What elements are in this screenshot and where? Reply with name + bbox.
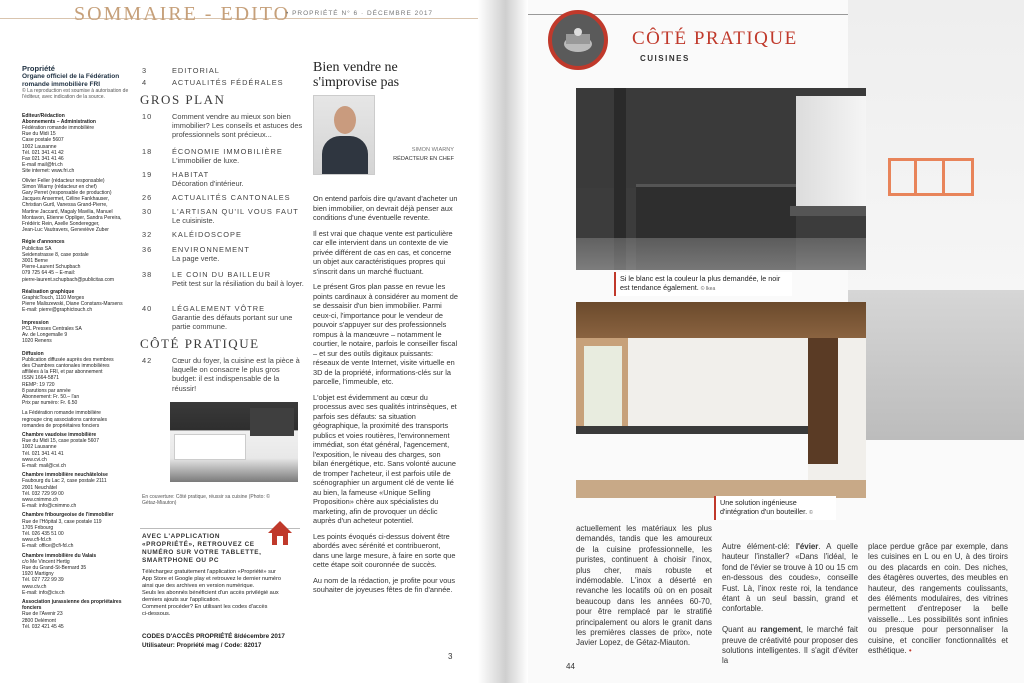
chamber-line: E-mail: info@civ.ch — [22, 589, 65, 596]
fri-note-line: La Fédération romande immobilière — [22, 410, 101, 417]
toc-subtitle: Garantie des défauts portant sur une partie commune. — [172, 313, 293, 332]
orange-shelf-divider — [914, 158, 917, 196]
print-head: Impression — [22, 319, 49, 326]
cover-photo — [170, 402, 298, 482]
graphic-lines — [22, 295, 130, 314]
orange-shelf — [888, 158, 974, 196]
ads-line: pierre-laurent.schupbach@publicitas.com — [22, 276, 115, 283]
colophon-subtitle: Organe officiel de la Fédération romande immobilière FRI — [22, 73, 120, 88]
fri-note-line: regroupe cinq associations cantonales — [22, 416, 108, 423]
issue-label: • PROPRIÉTÉ N° 6 · DÉCEMBRE 2017 — [286, 10, 434, 17]
staff-line: Christian Gurtl, Vanessa Grand-Pierre, — [22, 202, 108, 209]
toc-number: 36 — [142, 245, 153, 254]
binding-gutter — [478, 0, 528, 683]
photo-worktop — [576, 426, 808, 434]
staff-line: Frédéric Rein, Axelle Sonderegger, — [22, 221, 100, 228]
edito-title: Bien vendre ne s'improvise pas — [313, 60, 400, 90]
app-codes-1: CODES D'ACCÈS PROPRIÉTÉ 8/décembre 2017 — [142, 633, 285, 640]
ads-line: Seidenstrasse 8, case postale — [22, 251, 89, 258]
diffusion-line: ISSN 1664-5871 — [22, 375, 59, 382]
app-text-line: derniers ajouts sur l'application. — [142, 597, 221, 603]
editor-line: E-mail mail@fri.ch — [22, 162, 63, 169]
author-name: SIMON WIARNY — [411, 147, 454, 153]
toc-title: L'ARTISAN QU'IL VOUS FAUT — [172, 207, 299, 216]
app-text-line: Comment procéder? En utilisant les codes d'accès — [142, 604, 268, 610]
caption-1-text: Si le blanc est la couleur la plus demandée, le noir est tendance également. — [620, 274, 781, 292]
staff-line: Gary Perret (responsable de production) — [22, 190, 112, 197]
colophon-note: © La reproduction est soumise à autorisation de l'éditeur, avec indication de la source. — [22, 88, 129, 101]
graphic-head: Réalisation graphique — [22, 288, 75, 295]
col2-text-c: . A quelle hauteur l'installer? «Dans l'idéal, le fond de l'évier se trouve à 10 ou 15 cm en-dessous des coudes», conseille Fust. Là, l'inox reste roi, la tendance étant à un seul bassin, grand et confortable. — [722, 542, 858, 614]
toc-text: Cœur du foyer, la cuisine est la pièce à laquelle on consacre le plus gros budget: il est indispensable de la réussir! — [172, 356, 300, 393]
chamber-line: 1705 Fribourg — [22, 524, 54, 531]
app-box — [140, 528, 300, 667]
print-line: 1020 Renens — [22, 338, 52, 345]
chamber-line: 1920 Martigny — [22, 571, 54, 578]
photo-window — [796, 96, 866, 206]
chamber-name: Chambre immobilière neuchâteloise — [22, 472, 108, 479]
toc-title: KALÉIDOSCOPE — [172, 230, 242, 239]
toc-title: ENVIRONNEMENT — [172, 245, 250, 254]
editor-line: 1002 Lausanne — [22, 143, 57, 150]
chamber-name: Chambre immobilière du Valais — [22, 552, 97, 559]
staff-line: Jean-Luc Vautravers, Geneviève Zuber — [22, 227, 109, 234]
editor-line: Case postale 5607 — [22, 137, 64, 144]
toc-number: 26 — [142, 193, 153, 202]
edito-paragraph: On entend parfois dire qu'avant d'acheter un bien immobilier, on devrait déjà penser aux conditions d'une éventuelle revente. — [313, 194, 458, 222]
app-text-line: ainsi que des archives en version numérique. — [142, 583, 255, 589]
app-title: AVEC L'APPLICATION «PROPRIÉTÉ», RETROUVEZ CE NUMÉRO SUR VOTRE TABLETTE, SMARTPHONE OU PC — [142, 533, 262, 564]
chamber-line: Tél. 032 421 45 45 — [22, 623, 64, 630]
diffusion-line: affiliées à la FRI, et par abonnement — [22, 369, 103, 376]
toc-number: 18 — [142, 147, 153, 156]
kitchen-icon — [548, 10, 608, 70]
chamber-line: Rue du Grand-St-Bernard 35 — [22, 565, 87, 571]
app-text-line: Seuls les abonnés bénéficient d'un accès privilégié aux — [142, 590, 279, 596]
edito-paragraph: Il est vrai que chaque vente est particulière car elle intervient dans un contexte de vie privée différent de cas en cas, et concerne un objet aux caractéristiques propres qui s'inscrit dans un marché fluctuant. — [313, 228, 453, 276]
section-title: SOMMAIRE - EDITO — [74, 3, 291, 25]
editor-line: Site internet: www.fri.ch — [22, 168, 75, 175]
toc-number: 10 — [142, 112, 153, 121]
diffusion-line: 8 parutions par année — [22, 387, 71, 394]
author-photo — [313, 95, 375, 175]
editor-head-2: Abonnements – Administration — [22, 118, 96, 125]
author-role: RÉDACTEUR EN CHEF — [393, 156, 454, 162]
toc-entry — [172, 112, 304, 140]
photo-island — [174, 434, 246, 460]
toc-entry — [172, 207, 304, 225]
edito-paragraph: L'objet est évidemment au cœur du processus avec ses qualités intrinsèques, et parfois ses défauts: sa situation géographique, la proximité des transports publics et voies routières, l'environnement immédiat, son état général, l'agencement, l'exposition, le niveau des charges, son bilan énergétique, etc. Sans volonté aucune de tromper l'acheteur, il est parfois utile de scénographier un argument clé de vente lié au bien, la fameuse «Unique Selling Proposition» chère aux spécialistes du marketing, afin de provoquer un déclic auprès d'un acheteur potentiel. — [313, 392, 457, 525]
left-page — [0, 0, 478, 683]
toc-number: 38 — [142, 270, 153, 279]
toc-number: 19 — [142, 170, 153, 179]
body-col-2 — [722, 542, 858, 667]
caption-1-credit: © Ikea — [700, 286, 716, 292]
app-text-line: Téléchargez gratuitement l'application «Propriété» sur — [142, 569, 276, 575]
toc-entry — [172, 230, 304, 239]
ads-line: Pierre-Laurent Schupbach — [22, 264, 81, 271]
kitchen-photo-white — [576, 302, 866, 498]
ads-line: Publicitas SA — [22, 245, 52, 252]
toc-title: ÉCONOMIE IMMOBILIÈRE — [172, 147, 283, 156]
chamber-line: E-mail: mail@cvi.ch — [22, 462, 66, 469]
toc-subtitle: Comment vendre au mieux son bien immobilier? Les conseils et astuces des professionnels sont précieux... — [172, 112, 303, 140]
chamber-line: Tél. 026 435 51 00 — [22, 530, 64, 537]
editor-line: Rue du Midi 15 — [22, 131, 56, 138]
editor-line: Fédération romande immobilière — [22, 125, 94, 131]
fri-note-line: romandes de propriétaires fonciers — [22, 422, 100, 429]
orange-shelf-divider — [942, 158, 945, 196]
toc-title: ACTUALITÉS FÉDÉRALES — [172, 78, 284, 87]
chamber-line: 1002 Lausanne — [22, 444, 57, 451]
staff-line: Martine Jaccard, Magaly Mavilia, Manuel — [22, 208, 113, 215]
graphic-line: GraphicTouch, 1110 Morges — [22, 295, 85, 302]
cover-caption: En couverture: Côté pratique, réussir sa cuisine (Photo: © Gétaz-Miauton) — [142, 494, 270, 507]
colophon — [22, 64, 130, 630]
chamber-line: Faubourg du Lac 2, case postale 2111 — [22, 478, 107, 485]
ads-lines — [22, 246, 130, 283]
photo-lower-cabinets — [576, 434, 808, 481]
chamber-line: 2001 Neuchâtel — [22, 484, 58, 491]
chamber-line: Tél. 032 729 99 00 — [22, 490, 64, 497]
photo-cabinet — [250, 408, 294, 436]
body-col-3 — [868, 542, 1008, 656]
chamber-line: Rue de l'Hôpital 3, case postale 119 — [22, 518, 102, 525]
toc-number: 42 — [142, 356, 153, 365]
editor-line: Fax 021 341 41 46 — [22, 156, 64, 163]
toc-number: 30 — [142, 207, 153, 216]
chamber-name: Association jurassienne des propriétaires fonciers — [22, 599, 122, 612]
photo-table — [790, 206, 866, 216]
bg-cabinet — [848, 290, 1024, 440]
toc-title: LÉGALEMENT VÔTRE — [172, 304, 266, 313]
gros-plan-heading: GROS PLAN — [140, 92, 226, 107]
toc-number: 32 — [142, 230, 153, 239]
toc-subtitle: La page verte. — [172, 254, 220, 264]
toc-title: HABITAT — [172, 170, 210, 179]
edito-text — [313, 194, 458, 601]
staff-lines — [22, 178, 130, 234]
diffusion-line: Prix par numéro: Fr. 6.50 — [22, 400, 78, 407]
col2-text-d: Quant au — [722, 625, 761, 635]
editor-lines — [22, 125, 130, 175]
diffusion-line: Publication diffusée auprès des membres — [22, 356, 114, 363]
chamber-line: www.cvi.ch — [22, 456, 47, 463]
cote-pratique-heading: CÔTÉ PRATIQUE — [140, 336, 260, 351]
print-line: Av. de Longemalle 9 — [22, 332, 68, 339]
toc-entry — [172, 147, 304, 165]
toc-number: 3 — [142, 66, 148, 75]
editor-head: Editeur/Rédaction — [22, 112, 65, 119]
toc-subtitle: Petit test sur la résiliation du bail à loyer. — [172, 279, 304, 289]
caption-2-text: Une solution ingénieuse d'intégration d'un bouteiller. — [720, 498, 808, 516]
toc-entry — [172, 270, 304, 288]
body-col-1: actuellement les matériaux les plus demandés, tandis que les amoureux de la cuisine professionnelle, les puristes, continuent à choisir l'inox, plus cher, mais robuste et indémodable. L'inox a déserté en revanche les locatifs où on en posait beaucoup dans les années 60-70, pour être remplacé par le stratifié principalement ou alors le granit dans les premières classes de prix», note Javier Lopez, de Gétaz-Miauton. — [576, 524, 712, 648]
ads-line: 3001 Berne — [22, 258, 48, 265]
staff-line: Jacques Ansermet, Céline Fankhauser, — [22, 196, 109, 203]
toc-subtitle: Le cuisiniste. — [172, 216, 215, 226]
toc-title: LE COIN DU BAILLEUR — [172, 270, 272, 279]
end-mark: • — [908, 646, 912, 656]
diffusion-line: Abonnement: Fr. 50.– l'an — [22, 393, 80, 400]
app-text-line: ci-dessous. — [142, 611, 171, 617]
toc-title: ACTUALITÉS CANTONALES — [172, 193, 291, 202]
chamber-name: Chambre fribourgeoise de l'immobilier — [22, 512, 114, 519]
staff-line: Simon Wiarny (rédacteur en chef) — [22, 183, 97, 190]
photo-ceiling — [576, 302, 866, 338]
app-text — [142, 569, 297, 618]
diffusion-line: des Chambres cantonales immobilières — [22, 362, 110, 369]
col2-text-a: Autre élément-clé: — [722, 542, 796, 551]
author-face — [334, 106, 356, 134]
page-number-left: 3 — [448, 652, 453, 661]
author-suit — [322, 136, 368, 175]
graphic-line: Pierre Maliszewski, Diane Constans-Marsens — [22, 301, 123, 308]
chamber-line: E-mail: office@cfi-fd.ch — [22, 543, 74, 550]
edito-paragraph: Au nom de la rédaction, je profite pour vous souhaiter de joyeuses fêtes de fin d'année. — [313, 575, 456, 594]
chamber-line: Rue de l'Avenir 23 — [22, 611, 63, 618]
chamber-line: Tél. 027 722 99 39 — [22, 577, 64, 584]
fri-note — [22, 410, 130, 429]
toc-entry — [172, 170, 304, 188]
photo-bottle-rack — [808, 338, 838, 464]
colophon-title: Propriété — [22, 64, 55, 73]
staff-line: Olivier Feller (rédacteur responsable) — [22, 177, 105, 184]
chambers-list — [22, 432, 130, 630]
staff-line: Montavon, Etienne Oppliger, Sandra Pereira, — [22, 214, 122, 221]
bg-wall — [848, 0, 1024, 300]
ads-head: Régie d'annonces — [22, 239, 65, 246]
diffusion-line: REMP: 19 720 — [22, 381, 55, 388]
caption-1 — [614, 272, 792, 296]
chamber-line: www.cnimmo.ch — [22, 496, 59, 503]
right-page — [528, 0, 1024, 683]
col2-keyword-rangement: rangement — [760, 625, 801, 635]
app-text-line: App Store et Google play et retrouvez le dernier numéro — [142, 576, 281, 582]
toc-entry — [172, 304, 304, 332]
chamber-line: 2800 Delémont — [22, 617, 56, 624]
kitchen-photo-dark — [576, 88, 866, 270]
toc-entry — [172, 245, 304, 263]
right-title: CÔTÉ PRATIQUE — [632, 28, 798, 49]
caption-2-credit: © — [809, 510, 813, 516]
chamber-line: E-mail: info@cnimmo.ch — [22, 503, 77, 510]
col3-text: place perdue grâce par exemple, dans les cuisines en L ou en U, à des tiroirs ou des placards en coin. Des niches, des étagères ouvertes, des meubles en hauteur, des rangements coulissants, des éléments modulaires, des vitrines permettent d'entreposer la belle vaisselle... Les possibilités sont infinies ou presque pour personnaliser la cuisine, et concilier fonctionnalités et esthétique. — [868, 542, 1008, 656]
photo-floor — [576, 238, 866, 270]
graphic-line: E-mail: pierre@graphictouch.ch — [22, 307, 93, 314]
edito-paragraph: Le présent Gros plan passe en revue les points cardinaux à considérer au moment de se dessaisir d'un bien immobilier. Parmi ceux-ci, l'importance pour le vendeur de pouvoir s'appuyer sur des professionnels rompus à la manœuvre – notamment le courtier, le notaire, parfois le conseiller fiscal – et sur des outils digitaux puissants: réseaux de vente Internet, visite virtuelle en 3D de la propriété, informations-clés sur la parcelle, l'immeuble, etc. — [313, 282, 458, 386]
diffusion-head: Diffusion — [22, 350, 44, 357]
editor-line: Tél. 021 341 41 42 — [22, 149, 64, 156]
toc-title: EDITORIAL — [172, 66, 220, 75]
edito-paragraph: Les points évoqués ci-dessus doivent être abordés avec sérénité et contribueront, dans une large mesure, à faire en sorte que cette étape soit couronnée de succès. — [313, 531, 456, 569]
col2-text-f: , le marché fait preuve de créativité pour proposer des solutions intelligentes. Il s'agit d'éviter la — [722, 625, 858, 666]
ads-line: 079 725 64 45 – E-mail: — [22, 270, 76, 277]
chamber-line: www.cfi-fd.ch — [22, 537, 52, 544]
chamber-line: Tél. 021 341 41 41 — [22, 450, 64, 457]
chamber-line: www.civ.ch — [22, 583, 47, 590]
chamber-line: c/o Me Vincent Hertig — [22, 558, 70, 565]
toc-entry — [172, 193, 304, 202]
right-subtitle: CUISINES — [640, 54, 690, 63]
toc-number: 4 — [142, 78, 148, 87]
print-lines — [22, 326, 130, 345]
app-codes-2: Utilisateur: Propriété mag / Code: 82017 — [142, 642, 262, 649]
chamber-line: Rue du Midi 15, case postale 5607 — [22, 438, 99, 445]
toc-subtitle: L'immobilier de luxe. — [172, 156, 240, 166]
col2-keyword-evier: l'évier — [795, 542, 819, 551]
diffusion-lines — [22, 357, 130, 407]
toc-number: 40 — [142, 304, 153, 313]
chamber-name: Chambre vaudoise immobilière — [22, 431, 97, 438]
toc-subtitle: Décoration d'intérieur. — [172, 179, 244, 189]
print-line: PCL Presses Centrales SA — [22, 325, 82, 332]
page-number-right: 44 — [566, 662, 575, 671]
